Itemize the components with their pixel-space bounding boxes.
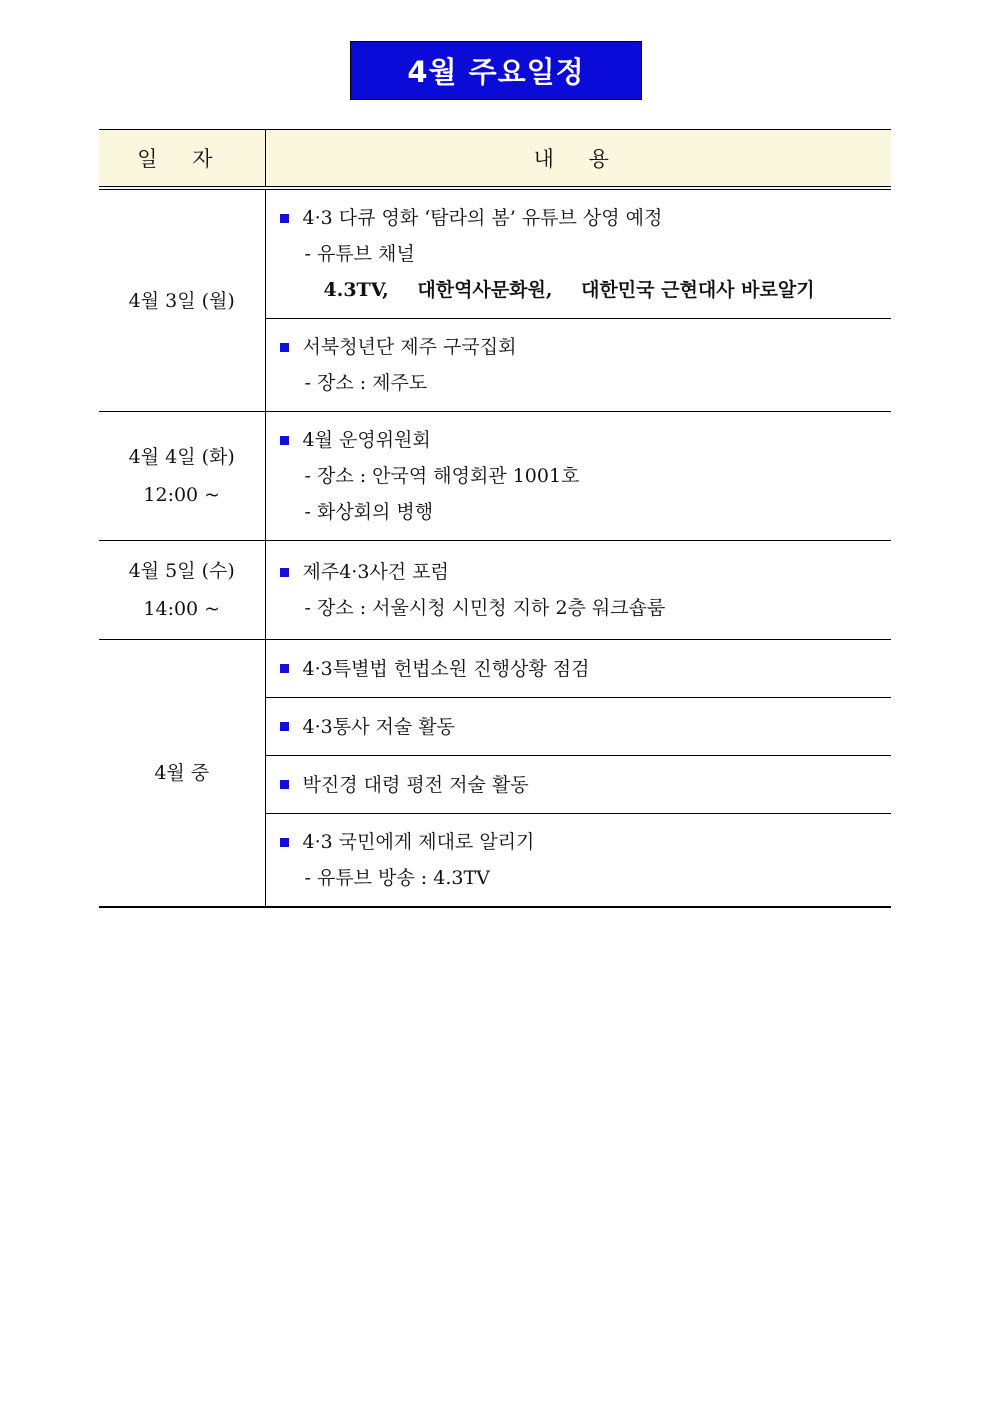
date-text: 4월 3일 (월) xyxy=(128,289,235,312)
list-item xyxy=(278,824,892,860)
list-item xyxy=(278,767,892,803)
content-cell xyxy=(265,188,891,319)
content-cell xyxy=(265,814,891,908)
channel-name: 대한역사문화원, xyxy=(417,279,553,301)
table-row xyxy=(99,640,891,698)
content-cell xyxy=(265,756,891,814)
item-title: 박진경 대령 평전 저술 활동 xyxy=(302,773,529,796)
square-bullet-icon xyxy=(280,838,289,847)
table-row xyxy=(99,541,891,640)
square-bullet-icon xyxy=(280,343,289,352)
time-text: 14:00 ~ xyxy=(143,598,221,620)
square-bullet-icon xyxy=(280,722,289,731)
channel-list xyxy=(278,272,892,308)
date-text: 4월 4일 (화) xyxy=(128,446,235,468)
date-cell xyxy=(99,640,265,908)
content-cell xyxy=(265,698,891,756)
content-cell xyxy=(265,319,891,412)
table-header-row xyxy=(99,130,891,189)
item-detail: - 장소 : 안국역 해영회관 1001호 xyxy=(304,465,580,487)
date-text: 4월 중 xyxy=(154,762,210,784)
square-bullet-icon xyxy=(280,214,289,223)
item-detail: - 장소 : 제주도 xyxy=(304,372,428,394)
item-detail: - 화상회의 병행 xyxy=(304,501,434,523)
item-title: 서북청년단 제주 구국집회 xyxy=(302,336,517,358)
square-bullet-icon xyxy=(280,664,289,673)
square-bullet-icon xyxy=(280,568,289,577)
list-item xyxy=(278,200,892,236)
content-cell xyxy=(265,412,891,541)
list-item xyxy=(278,554,892,590)
item-title: 4·3 국민에게 제대로 알리기 xyxy=(302,831,535,853)
table-row xyxy=(99,412,891,541)
list-item xyxy=(278,651,892,687)
date-cell xyxy=(99,188,265,412)
content-cell xyxy=(265,640,891,698)
date-cell xyxy=(99,412,265,541)
list-item xyxy=(278,329,892,365)
channel-name: 4.3TV, xyxy=(323,279,389,301)
list-item xyxy=(278,709,892,745)
item-detail: - 유튜브 방송 : 4.3TV xyxy=(304,867,490,889)
date-text: 4월 5일 (수) xyxy=(128,560,235,582)
content-cell xyxy=(265,541,891,640)
header-date: 일 자 xyxy=(99,130,265,189)
time-text: 12:00 ~ xyxy=(143,484,221,506)
item-title: 4·3통사 저술 활동 xyxy=(302,715,455,738)
item-detail: - 장소 : 서울시청 시민청 지하 2층 워크숍룸 xyxy=(304,597,666,619)
item-title: 4·3 다큐 영화 ‘탐라의 봄’ 유튜브 상영 예정 xyxy=(302,207,663,229)
list-item xyxy=(278,422,892,458)
square-bullet-icon xyxy=(280,436,289,445)
item-detail: - 유튜브 채널 xyxy=(304,243,415,265)
square-bullet-icon xyxy=(280,780,289,789)
channel-name: 대한민국 근현대사 바로알기 xyxy=(581,279,815,301)
item-title: 제주4·3사건 포럼 xyxy=(302,561,449,583)
schedule-table xyxy=(99,129,891,908)
header-content: 내 용 xyxy=(265,130,891,189)
item-title: 4월 운영위원회 xyxy=(302,429,431,451)
item-title: 4·3특별법 헌법소원 진행상황 점검 xyxy=(302,657,590,680)
page-title: 4월 주요일정 xyxy=(350,41,642,100)
date-cell xyxy=(99,541,265,640)
table-row xyxy=(99,188,891,319)
